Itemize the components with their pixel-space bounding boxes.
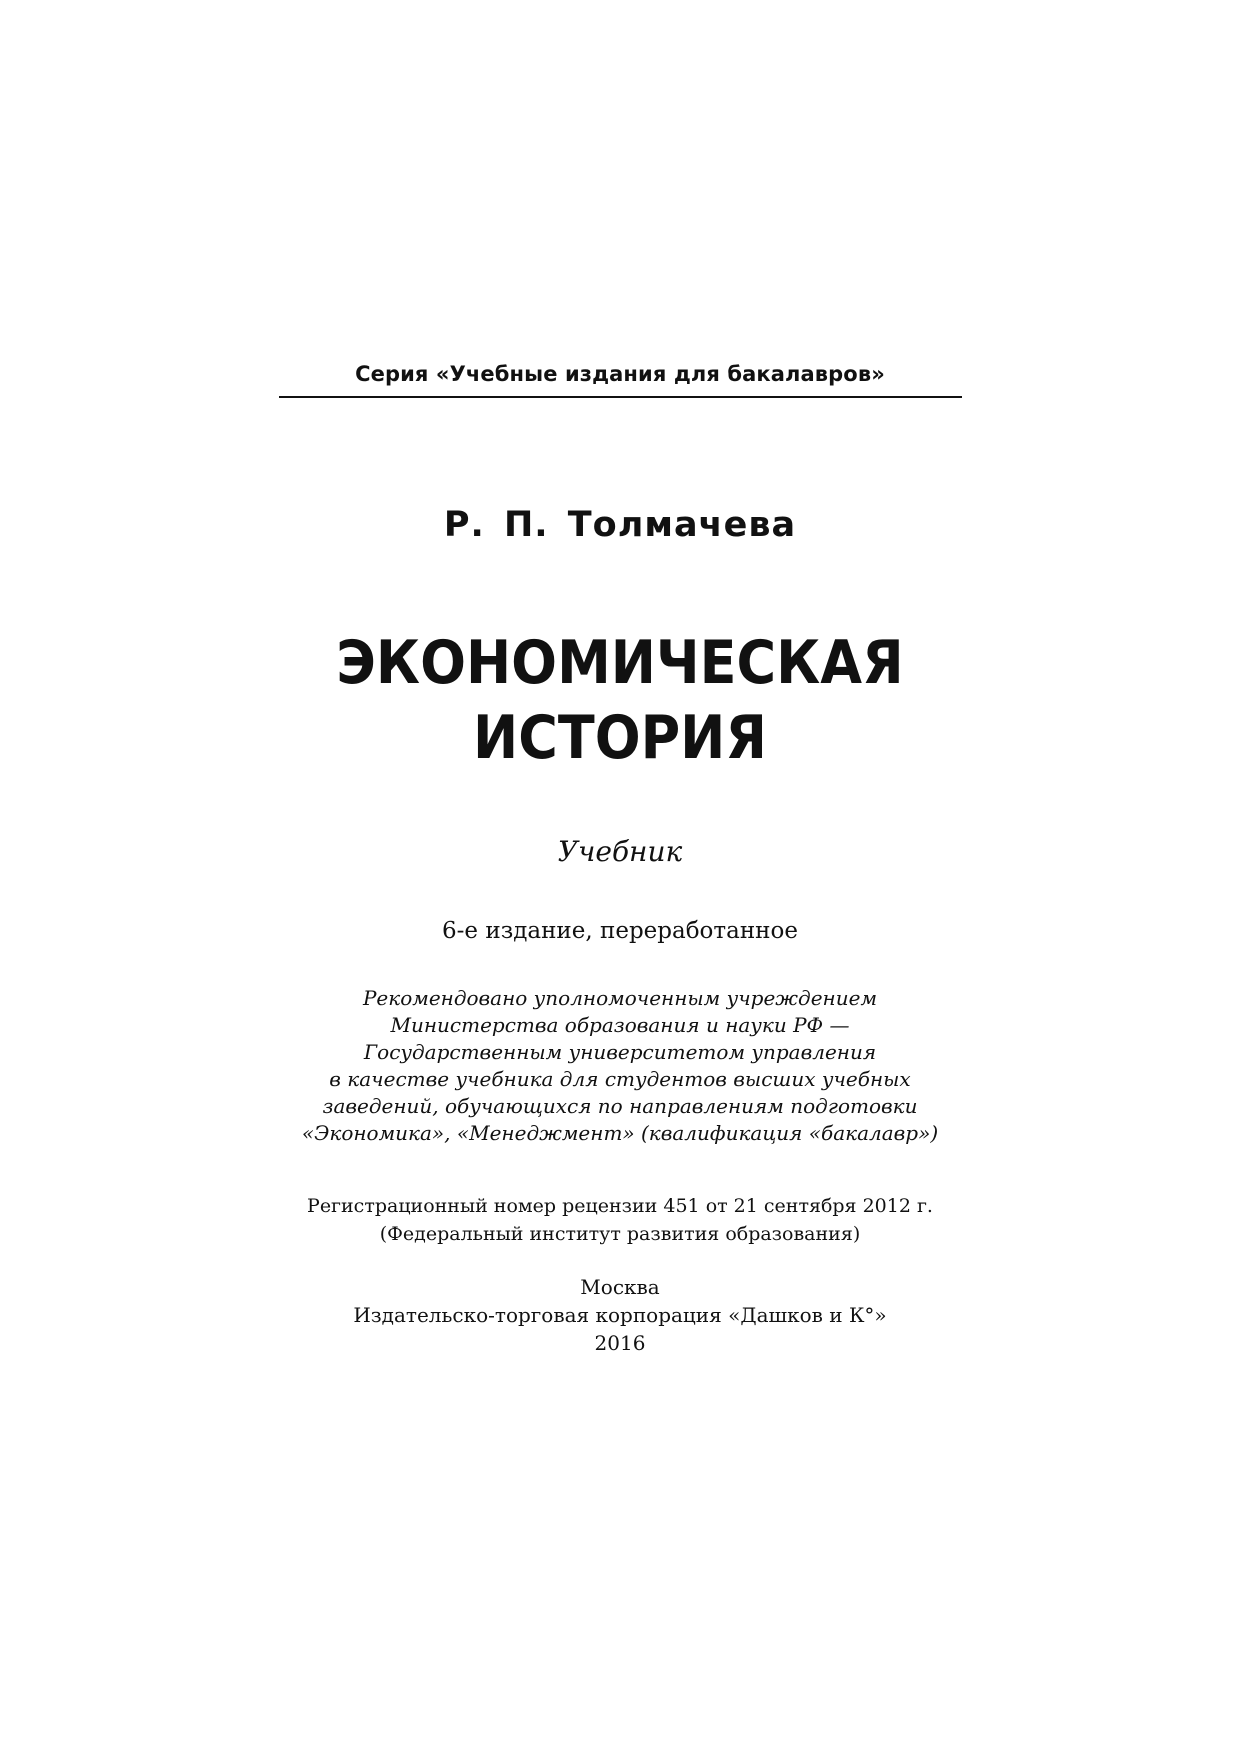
edition-note: 6-е издание, переработанное xyxy=(442,918,798,944)
book-title-line-2: ИСТОРИЯ xyxy=(473,703,767,773)
registration-block xyxy=(0,1192,1240,1248)
recommendation-line: в качестве учебника для студентов высших учебных xyxy=(329,1067,911,1091)
registration-line: (Федеральный институт развития образования) xyxy=(379,1223,861,1245)
publisher-name: Издательско-торговая корпорация «Дашков и К°» xyxy=(353,1303,887,1327)
series-divider xyxy=(279,396,962,398)
recommendation-block xyxy=(0,985,1240,1147)
recommendation-line: заведений, обучающихся по направлениям подготовки xyxy=(322,1094,918,1118)
recommendation-line: Рекомендовано уполномоченным учреждением xyxy=(362,986,878,1010)
book-title-line-1: ЭКОНОМИЧЕСКАЯ xyxy=(336,628,904,698)
publisher-city: Москва xyxy=(580,1275,660,1299)
registration-line: Регистрационный номер рецензии 451 от 21 сентября 2012 г. xyxy=(307,1195,933,1217)
recommendation-line: «Экономика», «Менеджмент» (квалификация «бакалавр») xyxy=(301,1121,939,1145)
recommendation-line: Министерства образования и науки РФ — xyxy=(390,1013,850,1037)
book-type: Учебник xyxy=(557,835,683,868)
recommendation-line: Государственным университетом управления xyxy=(363,1040,877,1064)
series-label: Серия «Учебные издания для бакалавров» xyxy=(355,362,885,386)
publisher-block xyxy=(0,1273,1240,1357)
author-name: Р. П. Толмачева xyxy=(443,505,797,545)
publication-year: 2016 xyxy=(594,1331,646,1355)
